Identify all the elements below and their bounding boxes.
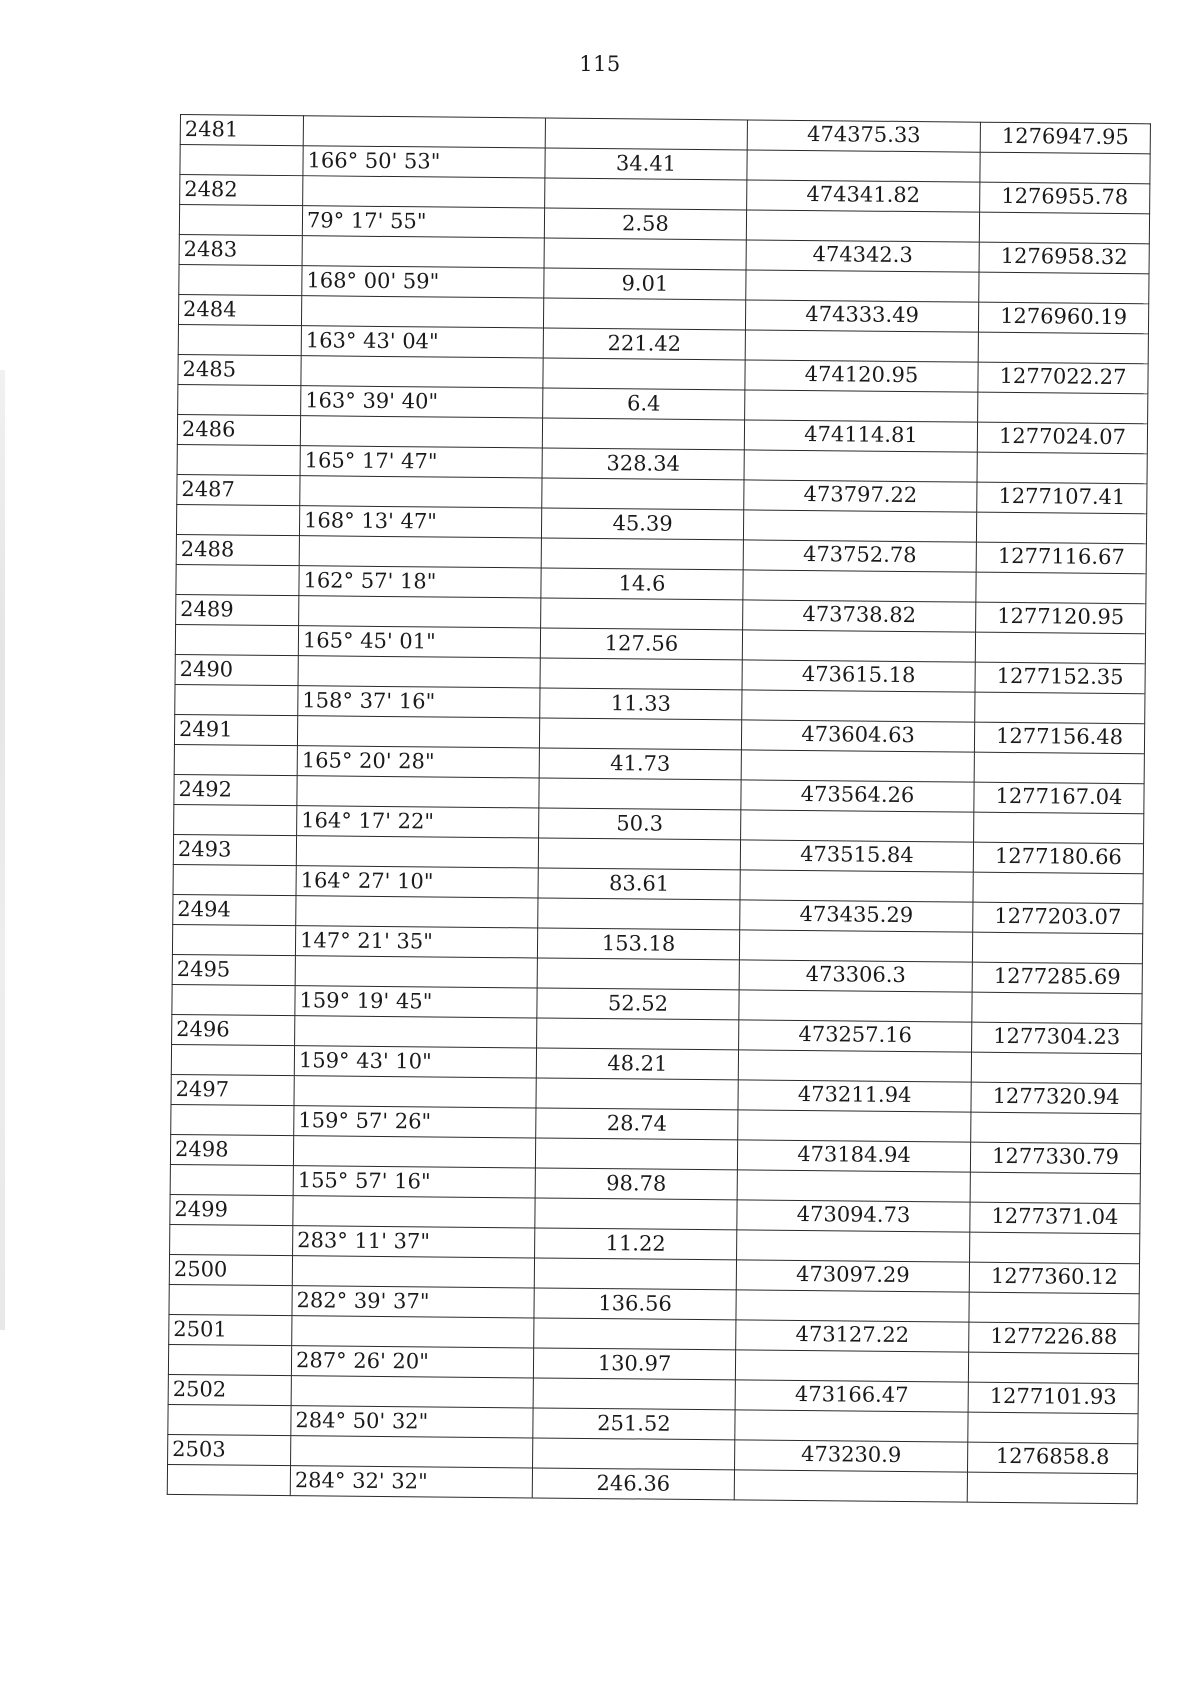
easting-cell — [977, 452, 1147, 484]
bearing-cell — [295, 956, 537, 988]
distance-cell — [545, 178, 747, 210]
northing-cell: 473564.26 — [741, 780, 974, 812]
distance-cell: 9.01 — [544, 268, 746, 300]
distance-cell: 11.33 — [540, 688, 742, 720]
northing-cell — [742, 690, 975, 722]
easting-cell — [975, 692, 1145, 724]
distance-cell — [539, 778, 741, 810]
distance-cell: 221.42 — [543, 328, 745, 360]
easting-cell: 1277107.41 — [977, 482, 1147, 514]
northing-cell — [744, 450, 977, 482]
distance-cell — [535, 1138, 737, 1170]
easting-cell — [972, 932, 1142, 964]
northing-cell — [735, 1410, 968, 1442]
easting-cell: 1276955.78 — [980, 182, 1150, 214]
bearing-cell: 282° 39' 37" — [292, 1286, 534, 1318]
station-cell: 2481 — [180, 115, 303, 146]
distance-cell — [533, 1438, 735, 1470]
northing-cell — [738, 1050, 971, 1082]
northing-cell — [737, 1170, 970, 1202]
distance-cell: 98.78 — [535, 1168, 737, 1200]
northing-cell — [736, 1290, 969, 1322]
bearing-cell: 159° 19' 45" — [295, 986, 537, 1018]
station-cell — [171, 1044, 294, 1075]
bearing-cell — [291, 1436, 533, 1468]
station-cell — [168, 1404, 291, 1435]
easting-cell: 1277330.79 — [970, 1142, 1140, 1174]
northing-cell — [740, 870, 973, 902]
distance-cell: 83.61 — [538, 868, 740, 900]
northing-cell — [738, 1110, 971, 1142]
station-cell — [178, 384, 301, 415]
bearing-cell: 159° 43' 10" — [294, 1046, 536, 1078]
survey-table — [167, 114, 1151, 1504]
bearing-cell — [293, 1136, 535, 1168]
northing-cell — [741, 810, 974, 842]
bearing-cell — [301, 296, 543, 328]
station-cell: 2503 — [168, 1434, 291, 1465]
bearing-cell — [300, 416, 542, 448]
northing-cell — [735, 1350, 968, 1382]
bearing-cell — [303, 116, 545, 148]
scan-edge-shadow — [0, 370, 5, 1330]
easting-cell — [978, 392, 1148, 424]
northing-cell: 473257.16 — [739, 1020, 972, 1052]
northing-cell — [747, 150, 980, 182]
northing-cell — [742, 630, 975, 662]
station-cell: 2498 — [170, 1134, 293, 1165]
bearing-cell: 284° 32' 32" — [290, 1466, 532, 1498]
bearing-cell: 164° 17' 22" — [297, 806, 539, 838]
bearing-cell: 165° 45' 01" — [298, 626, 540, 658]
northing-cell: 473097.29 — [736, 1260, 969, 1292]
distance-cell — [544, 238, 746, 270]
distance-cell — [545, 118, 747, 150]
page-number: 115 — [579, 52, 621, 76]
northing-cell — [737, 1230, 970, 1262]
station-cell: 2487 — [177, 474, 300, 505]
northing-cell — [745, 390, 978, 422]
station-cell: 2502 — [168, 1374, 291, 1405]
distance-cell: 41.73 — [539, 748, 741, 780]
distance-cell: 14.6 — [541, 568, 743, 600]
northing-cell — [734, 1470, 967, 1502]
distance-cell: 153.18 — [537, 928, 739, 960]
station-cell — [173, 864, 296, 895]
easting-cell: 1277203.07 — [973, 902, 1143, 934]
easting-cell — [979, 212, 1149, 244]
distance-cell — [542, 418, 744, 450]
northing-cell: 473094.73 — [737, 1200, 970, 1232]
northing-cell: 473127.22 — [736, 1320, 969, 1352]
distance-cell — [541, 538, 743, 570]
station-cell — [168, 1344, 291, 1375]
distance-cell — [535, 1198, 737, 1230]
station-cell: 2496 — [172, 1014, 295, 1045]
bearing-cell: 163° 39' 40" — [301, 386, 543, 418]
bearing-cell — [302, 236, 544, 268]
bearing-cell — [299, 596, 541, 628]
distance-cell — [534, 1318, 736, 1350]
station-cell: 2500 — [169, 1254, 292, 1285]
easting-cell — [979, 272, 1149, 304]
distance-cell: 48.21 — [536, 1048, 738, 1080]
station-cell: 2492 — [174, 774, 297, 805]
station-cell — [177, 444, 300, 475]
northing-cell: 473211.94 — [738, 1080, 971, 1112]
station-cell — [178, 324, 301, 355]
easting-cell — [970, 1172, 1140, 1204]
station-cell — [179, 264, 302, 295]
station-cell — [169, 1284, 292, 1315]
northing-cell: 473166.47 — [735, 1380, 968, 1412]
distance-cell: 246.36 — [532, 1468, 734, 1500]
easting-cell: 1277024.07 — [977, 422, 1147, 454]
easting-cell — [968, 1352, 1138, 1384]
easting-cell: 1276958.32 — [979, 242, 1149, 274]
northing-cell: 474333.49 — [745, 300, 978, 332]
bearing-cell — [294, 1076, 536, 1108]
bearing-cell: 164° 27' 10" — [296, 866, 538, 898]
bearing-cell — [300, 476, 542, 508]
northing-cell — [746, 270, 979, 302]
station-cell — [172, 984, 295, 1015]
easting-cell: 1276858.8 — [967, 1442, 1137, 1474]
distance-cell — [541, 598, 743, 630]
distance-cell: 50.3 — [539, 808, 741, 840]
easting-cell — [978, 332, 1148, 364]
distance-cell — [536, 1078, 738, 1110]
easting-cell — [972, 992, 1142, 1024]
station-cell — [176, 564, 299, 595]
bearing-cell — [295, 1016, 537, 1048]
northing-cell — [741, 750, 974, 782]
northing-cell: 473435.29 — [740, 900, 973, 932]
distance-cell: 11.22 — [535, 1228, 737, 1260]
distance-cell — [540, 658, 742, 690]
bearing-cell — [292, 1316, 534, 1348]
distance-cell — [538, 898, 740, 930]
bearing-cell: 166° 50' 53" — [303, 146, 545, 178]
easting-cell: 1277320.94 — [971, 1082, 1141, 1114]
easting-cell: 1277116.67 — [976, 542, 1146, 574]
bearing-cell: 168° 00' 59" — [302, 266, 544, 298]
northing-cell: 473604.63 — [741, 720, 974, 752]
station-cell: 2482 — [180, 175, 303, 206]
station-cell: 2490 — [175, 654, 298, 685]
distance-cell: 6.4 — [543, 388, 745, 420]
northing-cell: 473738.82 — [743, 600, 976, 632]
northing-cell: 474342.3 — [746, 240, 979, 272]
bearing-cell — [291, 1376, 533, 1408]
easting-cell: 1276947.95 — [980, 122, 1150, 154]
distance-cell — [538, 838, 740, 870]
distance-cell: 28.74 — [536, 1108, 738, 1140]
bearing-cell — [296, 896, 538, 928]
station-cell — [180, 145, 303, 176]
bearing-cell: 287° 26' 20" — [291, 1346, 533, 1378]
easting-cell: 1277360.12 — [969, 1262, 1139, 1294]
northing-cell: 474114.81 — [744, 420, 977, 452]
station-cell: 2494 — [173, 894, 296, 925]
distance-cell — [534, 1258, 736, 1290]
distance-cell: 52.52 — [537, 988, 739, 1020]
station-cell: 2489 — [176, 594, 299, 625]
distance-cell: 251.52 — [533, 1408, 735, 1440]
easting-cell: 1277371.04 — [970, 1202, 1140, 1234]
easting-cell — [974, 752, 1144, 784]
easting-cell — [976, 512, 1146, 544]
easting-cell: 1277180.66 — [973, 842, 1143, 874]
station-cell — [170, 1224, 293, 1255]
northing-cell — [746, 210, 979, 242]
distance-cell — [539, 718, 741, 750]
northing-cell: 474341.82 — [747, 180, 980, 212]
station-cell — [174, 804, 297, 835]
bearing-cell: 165° 20' 28" — [297, 746, 539, 778]
bearing-cell: 162° 57' 18" — [299, 566, 541, 598]
distance-cell — [543, 298, 745, 330]
bearing-cell: 165° 17' 47" — [300, 446, 542, 478]
distance-cell — [533, 1378, 735, 1410]
distance-cell — [537, 1018, 739, 1050]
station-cell — [175, 624, 298, 655]
easting-cell: 1277167.04 — [974, 782, 1144, 814]
northing-cell — [745, 330, 978, 362]
station-cell — [170, 1164, 293, 1195]
station-cell — [175, 684, 298, 715]
easting-cell — [970, 1232, 1140, 1264]
distance-cell: 45.39 — [541, 508, 743, 540]
station-cell — [176, 504, 299, 535]
northing-cell: 473797.22 — [744, 480, 977, 512]
bearing-cell: 79° 17' 55" — [302, 206, 544, 238]
distance-cell: 130.97 — [533, 1348, 735, 1380]
station-cell: 2484 — [178, 294, 301, 325]
bearing-cell — [292, 1256, 534, 1288]
easting-cell: 1277304.23 — [972, 1022, 1142, 1054]
distance-cell: 2.58 — [544, 208, 746, 240]
northing-cell: 474120.95 — [745, 360, 978, 392]
easting-cell — [971, 1112, 1141, 1144]
bearing-cell — [298, 656, 540, 688]
survey-table-body — [167, 115, 1150, 1504]
station-cell: 2485 — [178, 354, 301, 385]
northing-cell: 473615.18 — [742, 660, 975, 692]
bearing-cell: 159° 57' 26" — [294, 1106, 536, 1138]
bearing-cell — [296, 836, 538, 868]
bearing-cell — [301, 356, 543, 388]
northing-cell: 473184.94 — [737, 1140, 970, 1172]
easting-cell: 1277285.69 — [972, 962, 1142, 994]
northing-cell: 473230.9 — [735, 1440, 968, 1472]
station-cell: 2495 — [172, 954, 295, 985]
easting-cell: 1277022.27 — [978, 362, 1148, 394]
station-cell: 2501 — [169, 1314, 292, 1345]
bearing-cell: 158° 37' 16" — [298, 686, 540, 718]
bearing-cell: 163° 43' 04" — [301, 326, 543, 358]
northing-cell: 473306.3 — [739, 960, 972, 992]
station-cell: 2483 — [179, 234, 302, 265]
easting-cell — [967, 1472, 1137, 1504]
bearing-cell — [297, 776, 539, 808]
easting-cell — [968, 1412, 1138, 1444]
distance-cell: 328.34 — [542, 448, 744, 480]
easting-cell — [980, 152, 1150, 184]
bearing-cell: 155° 57' 16" — [293, 1166, 535, 1198]
distance-cell — [537, 958, 739, 990]
distance-cell: 127.56 — [540, 628, 742, 660]
bearing-cell — [297, 716, 539, 748]
easting-cell — [974, 812, 1144, 844]
distance-cell: 136.56 — [534, 1288, 736, 1320]
easting-cell — [971, 1052, 1141, 1084]
distance-cell: 34.41 — [545, 148, 747, 180]
station-cell: 2488 — [176, 534, 299, 565]
northing-cell — [739, 990, 972, 1022]
easting-cell — [976, 572, 1146, 604]
station-cell: 2499 — [170, 1194, 293, 1225]
station-cell — [174, 744, 297, 775]
distance-cell — [543, 358, 745, 390]
easting-cell — [969, 1292, 1139, 1324]
distance-cell — [542, 478, 744, 510]
station-cell — [172, 924, 295, 955]
bearing-cell: 284° 50' 32" — [291, 1406, 533, 1438]
bearing-cell: 168° 13' 47" — [299, 506, 541, 538]
bearing-cell — [293, 1196, 535, 1228]
station-cell: 2491 — [174, 714, 297, 745]
easting-cell: 1277101.93 — [968, 1382, 1138, 1414]
station-cell — [171, 1104, 294, 1135]
northing-cell — [743, 570, 976, 602]
station-cell: 2497 — [171, 1074, 294, 1105]
northing-cell — [739, 930, 972, 962]
northing-cell: 474375.33 — [747, 120, 980, 152]
easting-cell: 1277152.35 — [975, 662, 1145, 694]
bearing-cell: 283° 11' 37" — [293, 1226, 535, 1258]
easting-cell: 1277226.88 — [969, 1322, 1139, 1354]
easting-cell — [975, 632, 1145, 664]
easting-cell: 1276960.19 — [978, 302, 1148, 334]
northing-cell: 473752.78 — [743, 540, 976, 572]
easting-cell — [973, 872, 1143, 904]
station-cell: 2493 — [173, 834, 296, 865]
northing-cell — [743, 510, 976, 542]
station-cell — [179, 205, 302, 236]
station-cell — [167, 1464, 290, 1495]
easting-cell: 1277156.48 — [974, 722, 1144, 754]
bearing-cell — [299, 536, 541, 568]
easting-cell: 1277120.95 — [976, 602, 1146, 634]
bearing-cell: 147° 21' 35" — [295, 926, 537, 958]
survey-table-container — [167, 114, 1150, 1504]
station-cell: 2486 — [177, 414, 300, 445]
bearing-cell — [303, 176, 545, 208]
northing-cell: 473515.84 — [740, 840, 973, 872]
